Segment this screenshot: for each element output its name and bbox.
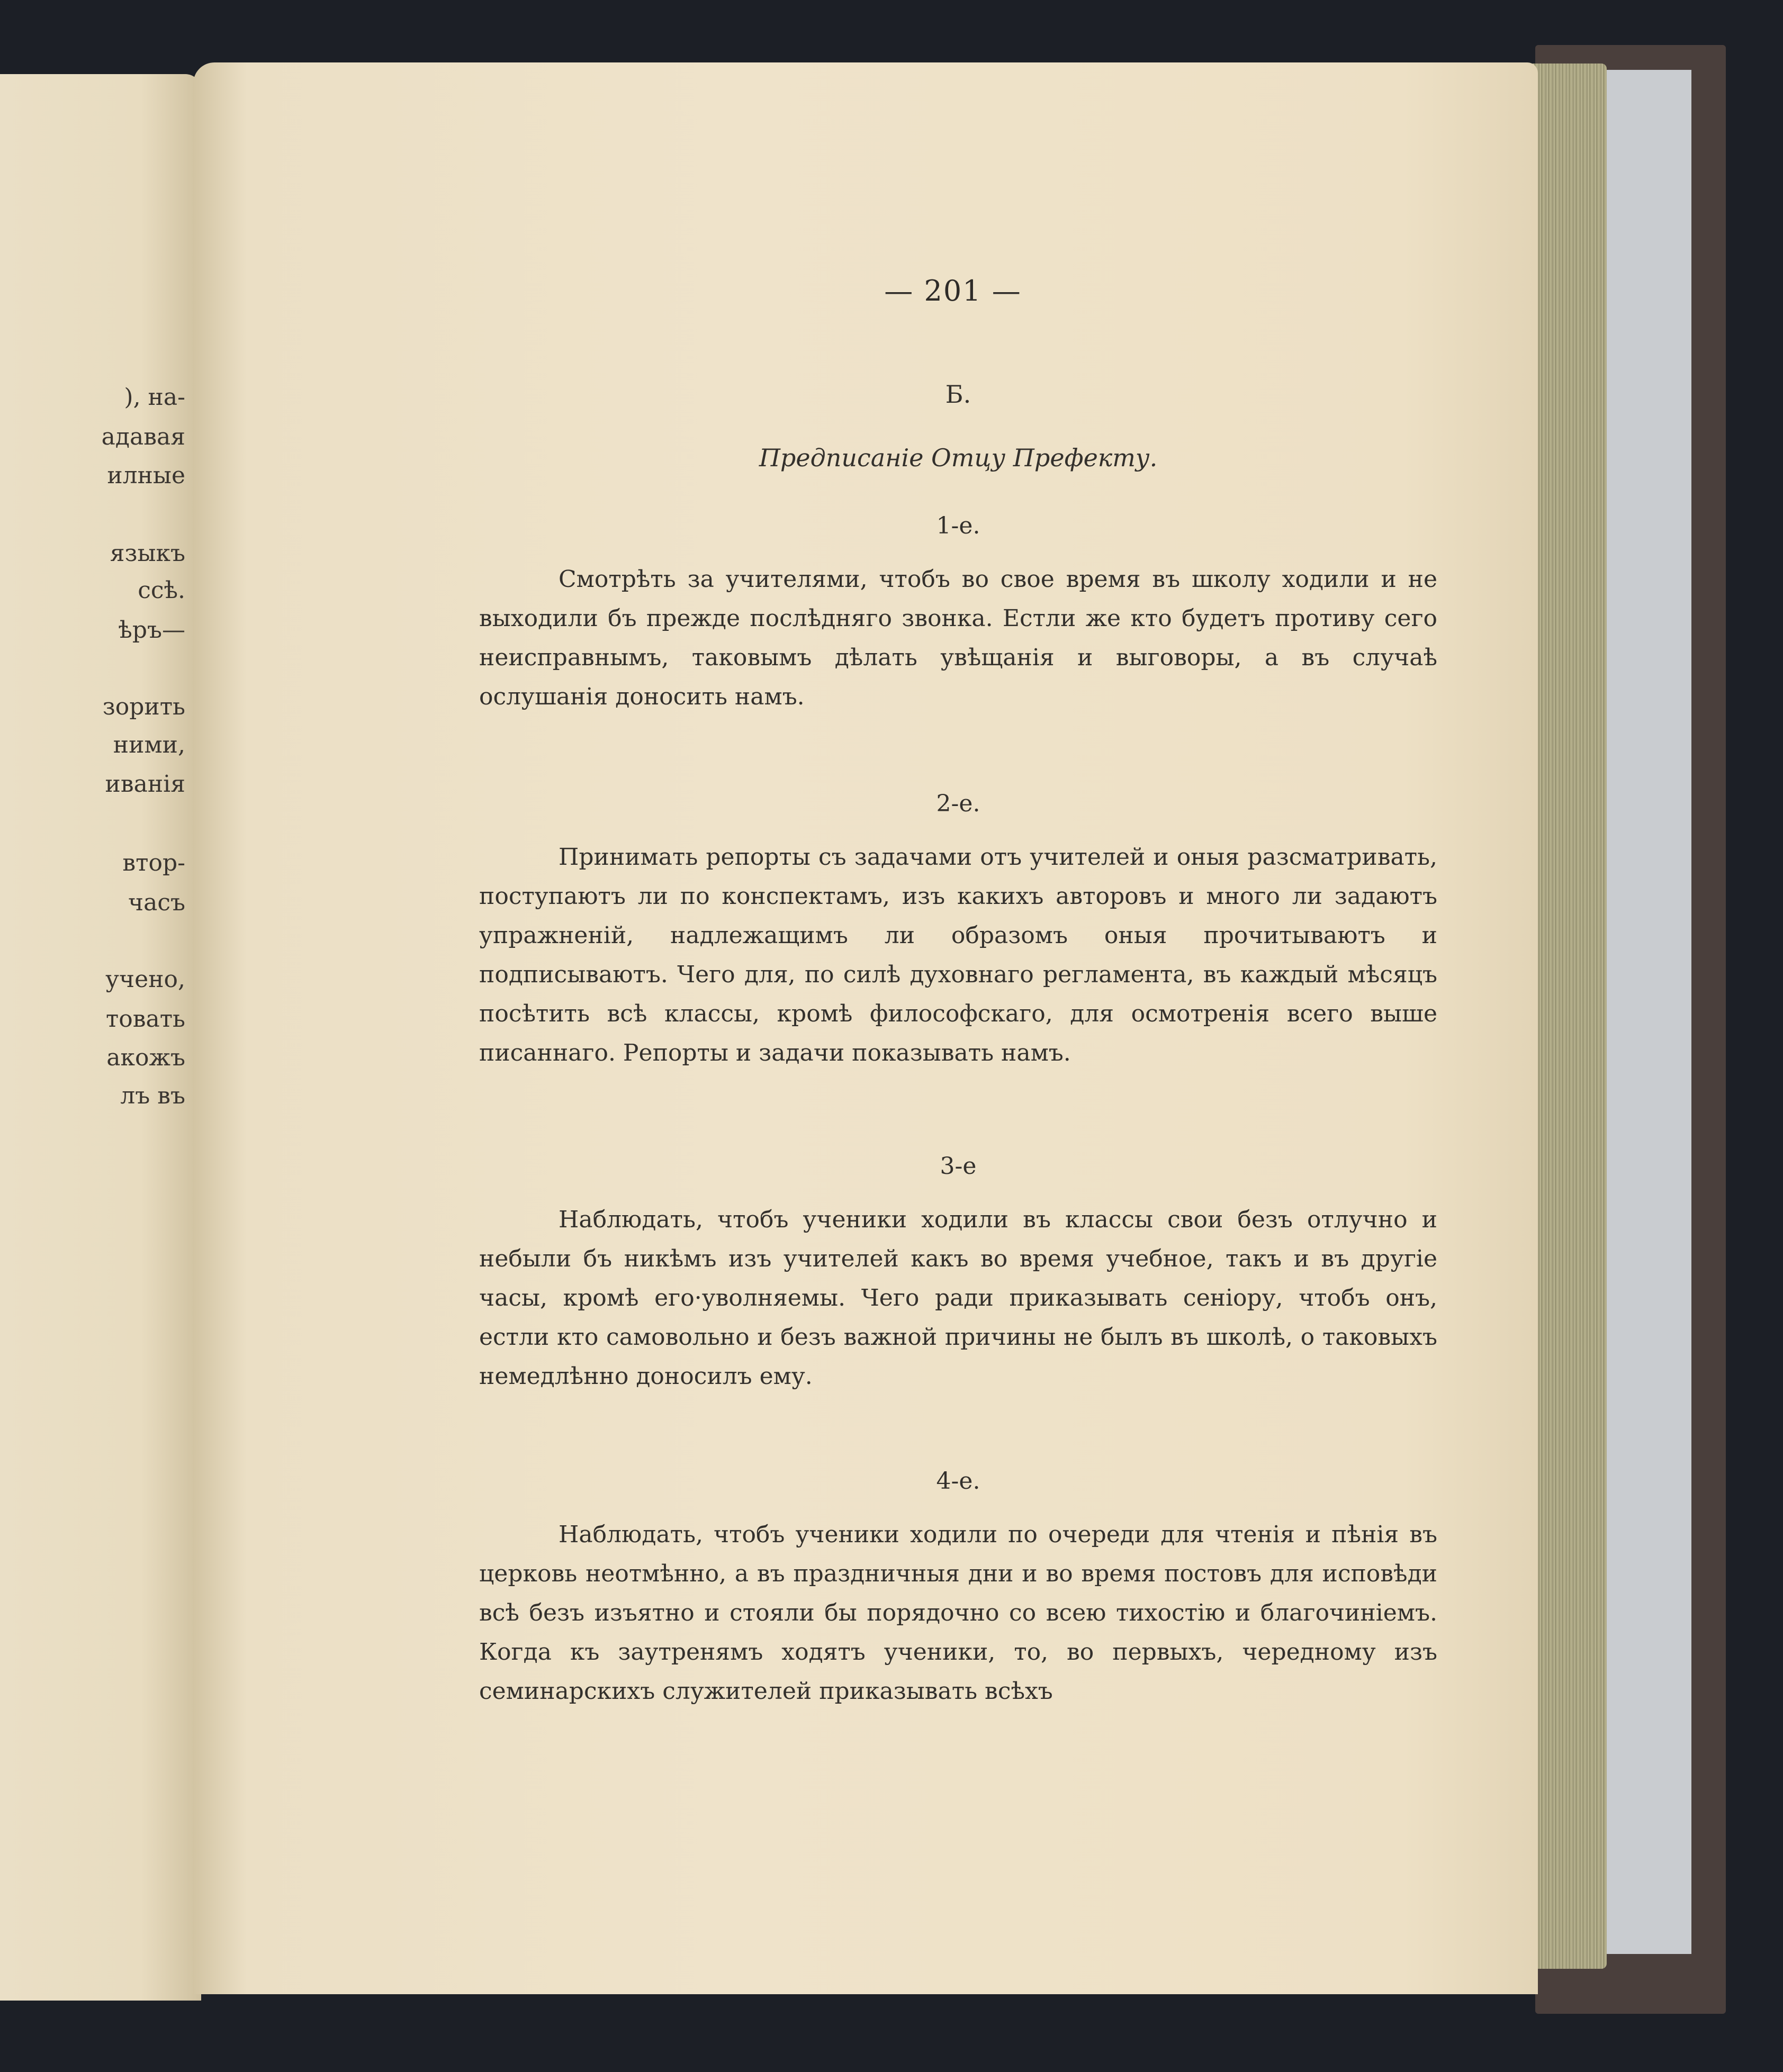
left-page-line: учено, (105, 966, 185, 993)
left-page-line: зорить (102, 693, 185, 720)
left-page-line: ними, (113, 731, 185, 758)
section-letter: Б. (945, 380, 971, 409)
left-page-line: языкъ (110, 540, 185, 567)
right-page (193, 62, 1538, 1994)
left-page-line: ѣръ— (118, 617, 185, 644)
left-page-line: илные (107, 462, 185, 489)
item-paragraph (479, 1200, 1437, 1396)
left-page (0, 74, 201, 2001)
item-number: 2-е. (936, 790, 980, 817)
item-text: Принимать репорты съ задачами отъ учителей и оныя разсматривать, поступаютъ ли по конспектамъ, изъ какихъ авторовъ и много ли задаютъ упражненій, надлежащимъ ли образомъ оныя прочитываютъ и подписываютъ. Чего для, по силѣ духовнаго регламента, въ каждый мѣсяцъ посѣтить всѣ классы, кромѣ философскаго, для осмотренія всего выше писаннаго. Репорты и задачи показывать намъ. (479, 844, 1437, 1066)
left-page-line: ), на- (124, 384, 185, 411)
left-page-line: адавая (101, 423, 185, 450)
item-text: Смотрѣть за учителями, чтобъ во свое время въ школу ходили и не выходили бъ прежде послѣдняго звонка. Естли же кто будетъ противу сего неисправнымъ, таковымъ дѣлать увѣщанія и выговоры, а въ случаѣ ослушанія доносить намъ. (479, 566, 1437, 710)
item-paragraph (479, 560, 1437, 717)
section-title: Предписаніе Отцу Префекту. (759, 444, 1158, 472)
page-edges (1527, 64, 1607, 1969)
item-paragraph (479, 1515, 1437, 1711)
item-number: 3-е (940, 1153, 977, 1180)
left-page-line: часъ (128, 889, 185, 916)
left-page-line: товать (105, 1006, 185, 1033)
item-number: 1-е. (936, 512, 980, 539)
left-page-line: втор- (122, 849, 185, 876)
left-page-line: ссѣ. (138, 577, 185, 604)
left-page-line: иванія (105, 771, 185, 798)
page-number: — 201 — (884, 274, 1022, 307)
item-text: Наблюдать, чтобъ ученики ходили по очереди для чтенія и пѣнія въ церковь неотмѣнно, а въ праздничныя дни и во время постовъ для исповѣди всѣ безъ изъятно и стояли бы порядочно со всею тихостію и благочиніемъ. Когда къ заутренямъ ходятъ ученики, то, во первыхъ, чередному изъ семинарскихъ служителей приказывать всѣхъ (479, 1521, 1437, 1705)
item-paragraph (479, 838, 1437, 1073)
item-text: Наблюдать, чтобъ ученики ходили въ классы свои безъ отлучно и небыли бъ никѣмъ изъ учителей какъ во время учебное, такъ и въ другіе часы, кромѣ его·уволняемы. Чего ради приказывать сеніору, чтобъ онъ, естли кто самовольно и безъ важной причины не былъ въ школѣ, о таковыхъ немедлѣнно доносилъ ему. (479, 1206, 1437, 1390)
left-page-line: акожъ (106, 1044, 185, 1071)
item-number: 4-е. (936, 1468, 980, 1495)
backing-sheet (1593, 70, 1691, 1954)
left-page-line: лъ въ (120, 1082, 185, 1109)
